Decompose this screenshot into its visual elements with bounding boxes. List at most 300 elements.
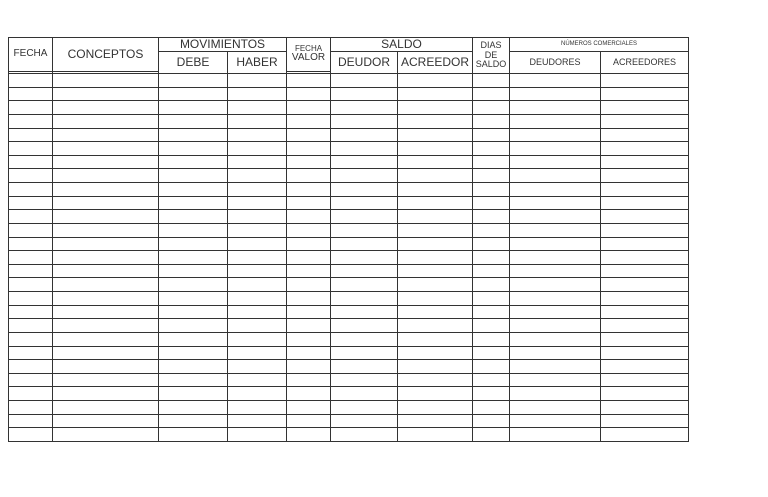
ledger-row xyxy=(9,428,689,442)
cell-conceptos[interactable] xyxy=(53,373,159,387)
cell-fecha-valor[interactable] xyxy=(287,332,331,346)
cell-debe[interactable] xyxy=(159,360,228,374)
cell-fecha[interactable] xyxy=(9,319,53,333)
cell-fecha-valor[interactable] xyxy=(287,155,331,169)
cell-deudores[interactable] xyxy=(510,87,601,101)
header-fecha-valor-line1: FECHA xyxy=(294,44,323,54)
cell-conceptos[interactable] xyxy=(53,155,159,169)
cell-dias-de-saldo[interactable] xyxy=(473,264,510,278)
cell-haber[interactable] xyxy=(228,223,287,237)
cell-deudores[interactable] xyxy=(510,360,601,374)
cell-debe[interactable] xyxy=(159,101,228,115)
cell-haber[interactable] xyxy=(228,373,287,387)
cell-debe[interactable] xyxy=(159,128,228,142)
cell-dias-de-saldo[interactable] xyxy=(473,101,510,115)
cell-conceptos[interactable] xyxy=(53,101,159,115)
cell-fecha-valor[interactable] xyxy=(287,237,331,251)
cell-deudor[interactable] xyxy=(331,142,398,156)
cell-conceptos[interactable] xyxy=(53,264,159,278)
cell-conceptos[interactable] xyxy=(53,251,159,265)
cell-dias-de-saldo[interactable] xyxy=(473,360,510,374)
cell-acreedor[interactable] xyxy=(398,237,473,251)
cell-debe[interactable] xyxy=(159,74,228,88)
cell-deudores[interactable] xyxy=(510,196,601,210)
cell-acreedores[interactable] xyxy=(601,360,689,374)
cell-dias-de-saldo[interactable] xyxy=(473,142,510,156)
cell-debe[interactable] xyxy=(159,155,228,169)
cell-acreedor[interactable] xyxy=(398,414,473,428)
cell-deudores[interactable] xyxy=(510,292,601,306)
cell-acreedores[interactable] xyxy=(601,292,689,306)
cell-acreedor[interactable] xyxy=(398,401,473,415)
cell-acreedores[interactable] xyxy=(601,414,689,428)
ledger-row xyxy=(9,387,689,401)
cell-deudor[interactable] xyxy=(331,183,398,197)
cell-conceptos[interactable] xyxy=(53,196,159,210)
cell-debe[interactable] xyxy=(159,278,228,292)
cell-fecha-valor[interactable] xyxy=(287,196,331,210)
cell-conceptos[interactable] xyxy=(53,142,159,156)
cell-fecha-valor[interactable] xyxy=(287,373,331,387)
header-dias-line2: DE xyxy=(484,49,498,60)
cell-acreedor[interactable] xyxy=(398,155,473,169)
cell-haber[interactable] xyxy=(228,155,287,169)
cell-fecha[interactable] xyxy=(9,305,53,319)
cell-dias-de-saldo[interactable] xyxy=(473,387,510,401)
cell-acreedor[interactable] xyxy=(398,128,473,142)
cell-acreedor[interactable] xyxy=(398,223,473,237)
cell-fecha-valor[interactable] xyxy=(287,414,331,428)
cell-conceptos[interactable] xyxy=(53,305,159,319)
ledger-row xyxy=(9,128,689,142)
cell-dias-de-saldo[interactable] xyxy=(473,428,510,442)
cell-fecha[interactable] xyxy=(9,196,53,210)
cell-haber[interactable] xyxy=(228,264,287,278)
cell-fecha[interactable] xyxy=(9,74,53,88)
cell-acreedores[interactable] xyxy=(601,319,689,333)
ledger-row xyxy=(9,278,689,292)
cell-deudor[interactable] xyxy=(331,319,398,333)
ledger-row xyxy=(9,360,689,374)
cell-haber[interactable] xyxy=(228,251,287,265)
cell-debe[interactable] xyxy=(159,346,228,360)
cell-conceptos[interactable] xyxy=(53,346,159,360)
cell-acreedor[interactable] xyxy=(398,87,473,101)
cell-fecha-valor[interactable] xyxy=(287,142,331,156)
cell-fecha[interactable] xyxy=(9,101,53,115)
cell-conceptos[interactable] xyxy=(53,128,159,142)
cell-conceptos[interactable] xyxy=(53,237,159,251)
cell-fecha[interactable] xyxy=(9,237,53,251)
cell-deudor[interactable] xyxy=(331,101,398,115)
cell-debe[interactable] xyxy=(159,428,228,442)
cell-haber[interactable] xyxy=(228,169,287,183)
cell-conceptos[interactable] xyxy=(53,169,159,183)
cell-dias-de-saldo[interactable] xyxy=(473,332,510,346)
cell-deudores[interactable] xyxy=(510,142,601,156)
cell-debe[interactable] xyxy=(159,401,228,415)
cell-acreedores[interactable] xyxy=(601,101,689,115)
cell-deudores[interactable] xyxy=(510,128,601,142)
cell-acreedor[interactable] xyxy=(398,74,473,88)
cell-deudor[interactable] xyxy=(331,387,398,401)
cell-debe[interactable] xyxy=(159,210,228,224)
cell-deudor[interactable] xyxy=(331,305,398,319)
cell-haber[interactable] xyxy=(228,319,287,333)
cell-deudores[interactable] xyxy=(510,74,601,88)
cell-deudores[interactable] xyxy=(510,114,601,128)
cell-deudores[interactable] xyxy=(510,319,601,333)
cell-dias-de-saldo[interactable] xyxy=(473,183,510,197)
cell-debe[interactable] xyxy=(159,114,228,128)
cell-acreedor[interactable] xyxy=(398,319,473,333)
cell-debe[interactable] xyxy=(159,414,228,428)
cell-dias-de-saldo[interactable] xyxy=(473,128,510,142)
cell-conceptos[interactable] xyxy=(53,387,159,401)
cell-dias-de-saldo[interactable] xyxy=(473,155,510,169)
header-deudor: DEUDOR xyxy=(331,52,398,74)
cell-fecha[interactable] xyxy=(9,210,53,224)
cell-debe[interactable] xyxy=(159,387,228,401)
cell-haber[interactable] xyxy=(228,387,287,401)
cell-acreedores[interactable] xyxy=(601,387,689,401)
cell-deudores[interactable] xyxy=(510,251,601,265)
cell-fecha-valor[interactable] xyxy=(287,387,331,401)
cell-dias-de-saldo[interactable] xyxy=(473,237,510,251)
cell-conceptos[interactable] xyxy=(53,332,159,346)
cell-fecha-valor[interactable] xyxy=(287,183,331,197)
cell-acreedores[interactable] xyxy=(601,155,689,169)
cell-acreedor[interactable] xyxy=(398,373,473,387)
cell-haber[interactable] xyxy=(228,101,287,115)
cell-deudores[interactable] xyxy=(510,183,601,197)
cell-dias-de-saldo[interactable] xyxy=(473,278,510,292)
cell-debe[interactable] xyxy=(159,237,228,251)
cell-deudor[interactable] xyxy=(331,251,398,265)
cell-dias-de-saldo[interactable] xyxy=(473,210,510,224)
cell-conceptos[interactable] xyxy=(53,183,159,197)
cell-fecha[interactable] xyxy=(9,292,53,306)
cell-dias-de-saldo[interactable] xyxy=(473,401,510,415)
cell-fecha-valor[interactable] xyxy=(287,101,331,115)
cell-deudor[interactable] xyxy=(331,346,398,360)
cell-debe[interactable] xyxy=(159,169,228,183)
cell-deudores[interactable] xyxy=(510,210,601,224)
cell-dias-de-saldo[interactable] xyxy=(473,223,510,237)
cell-fecha-valor[interactable] xyxy=(287,114,331,128)
cell-haber[interactable] xyxy=(228,128,287,142)
cell-acreedores[interactable] xyxy=(601,142,689,156)
cell-acreedores[interactable] xyxy=(601,251,689,265)
cell-acreedor[interactable] xyxy=(398,251,473,265)
header-fecha-valor xyxy=(287,38,331,72)
header-dias-de-saldo xyxy=(473,38,510,74)
cell-acreedores[interactable] xyxy=(601,373,689,387)
cell-acreedor[interactable] xyxy=(398,332,473,346)
cell-acreedor[interactable] xyxy=(398,278,473,292)
cell-deudor[interactable] xyxy=(331,278,398,292)
cell-acreedor[interactable] xyxy=(398,292,473,306)
cell-dias-de-saldo[interactable] xyxy=(473,114,510,128)
cell-deudor[interactable] xyxy=(331,128,398,142)
cell-deudor[interactable] xyxy=(331,332,398,346)
cell-deudor[interactable] xyxy=(331,169,398,183)
cell-acreedores[interactable] xyxy=(601,305,689,319)
cell-acreedor[interactable] xyxy=(398,360,473,374)
cell-acreedores[interactable] xyxy=(601,210,689,224)
cell-haber[interactable] xyxy=(228,142,287,156)
cell-fecha[interactable] xyxy=(9,169,53,183)
cell-fecha[interactable] xyxy=(9,373,53,387)
cell-acreedor[interactable] xyxy=(398,264,473,278)
cell-fecha[interactable] xyxy=(9,155,53,169)
cell-deudores[interactable] xyxy=(510,237,601,251)
cell-haber[interactable] xyxy=(228,414,287,428)
cell-fecha-valor[interactable] xyxy=(287,251,331,265)
cell-acreedor[interactable] xyxy=(398,305,473,319)
cell-conceptos[interactable] xyxy=(53,360,159,374)
cell-fecha[interactable] xyxy=(9,278,53,292)
cell-deudor[interactable] xyxy=(331,428,398,442)
header-debe: DEBE xyxy=(159,52,228,74)
cell-acreedor[interactable] xyxy=(398,346,473,360)
header-deudores: DEUDORES xyxy=(510,52,601,74)
cell-deudor[interactable] xyxy=(331,414,398,428)
cell-conceptos[interactable] xyxy=(53,319,159,333)
ledger-row xyxy=(9,292,689,306)
header-numeros-comerciales: NÚMEROS COMERCIALES xyxy=(510,38,689,52)
cell-debe[interactable] xyxy=(159,332,228,346)
cell-debe[interactable] xyxy=(159,87,228,101)
cell-fecha-valor[interactable] xyxy=(287,169,331,183)
cell-haber[interactable] xyxy=(228,278,287,292)
cell-fecha-valor[interactable] xyxy=(287,74,331,88)
cell-fecha-valor[interactable] xyxy=(287,128,331,142)
cell-fecha-valor[interactable] xyxy=(287,428,331,442)
cell-dias-de-saldo[interactable] xyxy=(473,319,510,333)
header-haber: HABER xyxy=(228,52,287,74)
cell-deudores[interactable] xyxy=(510,387,601,401)
cell-haber[interactable] xyxy=(228,428,287,442)
ledger-row xyxy=(9,373,689,387)
ledger-row xyxy=(9,264,689,278)
cell-debe[interactable] xyxy=(159,251,228,265)
cell-fecha[interactable] xyxy=(9,223,53,237)
cell-fecha[interactable] xyxy=(9,114,53,128)
ledger-row xyxy=(9,346,689,360)
cell-fecha[interactable] xyxy=(9,87,53,101)
ledger-row xyxy=(9,414,689,428)
cell-deudor[interactable] xyxy=(331,401,398,415)
cell-haber[interactable] xyxy=(228,87,287,101)
cell-haber[interactable] xyxy=(228,360,287,374)
cell-haber[interactable] xyxy=(228,292,287,306)
cell-deudor[interactable] xyxy=(331,223,398,237)
cell-fecha[interactable] xyxy=(9,387,53,401)
cell-haber[interactable] xyxy=(228,183,287,197)
cell-fecha-valor[interactable] xyxy=(287,223,331,237)
cell-fecha[interactable] xyxy=(9,401,53,415)
cell-acreedor[interactable] xyxy=(398,169,473,183)
ledger-row xyxy=(9,251,689,265)
cell-debe[interactable] xyxy=(159,196,228,210)
cell-conceptos[interactable] xyxy=(53,210,159,224)
cell-conceptos[interactable] xyxy=(53,74,159,88)
cell-acreedor[interactable] xyxy=(398,210,473,224)
cell-dias-de-saldo[interactable] xyxy=(473,74,510,88)
cell-acreedor[interactable] xyxy=(398,387,473,401)
cell-debe[interactable] xyxy=(159,183,228,197)
cell-acreedores[interactable] xyxy=(601,332,689,346)
cell-dias-de-saldo[interactable] xyxy=(473,373,510,387)
cell-deudores[interactable] xyxy=(510,169,601,183)
cell-debe[interactable] xyxy=(159,319,228,333)
cell-acreedores[interactable] xyxy=(601,401,689,415)
cell-deudor[interactable] xyxy=(331,292,398,306)
cell-fecha[interactable] xyxy=(9,428,53,442)
cell-fecha-valor[interactable] xyxy=(287,278,331,292)
cell-fecha[interactable] xyxy=(9,414,53,428)
cell-deudores[interactable] xyxy=(510,332,601,346)
cell-debe[interactable] xyxy=(159,223,228,237)
header-fecha-valor-line2: VALOR xyxy=(291,52,326,64)
cell-deudores[interactable] xyxy=(510,401,601,415)
cell-deudor[interactable] xyxy=(331,155,398,169)
cell-dias-de-saldo[interactable] xyxy=(473,292,510,306)
cell-deudor[interactable] xyxy=(331,237,398,251)
cell-acreedores[interactable] xyxy=(601,183,689,197)
cell-debe[interactable] xyxy=(159,142,228,156)
cell-fecha[interactable] xyxy=(9,142,53,156)
cell-conceptos[interactable] xyxy=(53,278,159,292)
cell-acreedores[interactable] xyxy=(601,237,689,251)
header-movimientos: MOVIMIENTOS xyxy=(159,38,287,52)
cell-dias-de-saldo[interactable] xyxy=(473,251,510,265)
cell-deudor[interactable] xyxy=(331,210,398,224)
cell-haber[interactable] xyxy=(228,114,287,128)
cell-fecha[interactable] xyxy=(9,346,53,360)
cell-deudores[interactable] xyxy=(510,414,601,428)
cell-acreedores[interactable] xyxy=(601,223,689,237)
ledger-row xyxy=(9,305,689,319)
cell-conceptos[interactable] xyxy=(53,292,159,306)
cell-haber[interactable] xyxy=(228,74,287,88)
cell-acreedores[interactable] xyxy=(601,114,689,128)
cell-debe[interactable] xyxy=(159,373,228,387)
ledger-row xyxy=(9,401,689,415)
header-acreedor: ACREEDOR xyxy=(398,52,473,74)
cell-conceptos[interactable] xyxy=(53,223,159,237)
cell-deudores[interactable] xyxy=(510,373,601,387)
cell-acreedor[interactable] xyxy=(398,428,473,442)
ledger-row xyxy=(9,319,689,333)
cell-debe[interactable] xyxy=(159,292,228,306)
cell-acreedor[interactable] xyxy=(398,114,473,128)
cell-deudor[interactable] xyxy=(331,114,398,128)
cell-acreedores[interactable] xyxy=(601,128,689,142)
cell-deudores[interactable] xyxy=(510,264,601,278)
cell-fecha-valor[interactable] xyxy=(287,210,331,224)
cell-dias-de-saldo[interactable] xyxy=(473,414,510,428)
cell-deudor[interactable] xyxy=(331,74,398,88)
cell-acreedores[interactable] xyxy=(601,278,689,292)
cell-acreedores[interactable] xyxy=(601,264,689,278)
cell-fecha[interactable] xyxy=(9,128,53,142)
cell-dias-de-saldo[interactable] xyxy=(473,196,510,210)
cell-deudor[interactable] xyxy=(331,87,398,101)
cell-fecha[interactable] xyxy=(9,251,53,265)
cell-acreedores[interactable] xyxy=(601,74,689,88)
cell-acreedor[interactable] xyxy=(398,142,473,156)
cell-fecha[interactable] xyxy=(9,183,53,197)
cell-fecha[interactable] xyxy=(9,332,53,346)
cell-haber[interactable] xyxy=(228,196,287,210)
cell-fecha-valor[interactable] xyxy=(287,264,331,278)
cell-fecha-valor[interactable] xyxy=(287,346,331,360)
cell-deudor[interactable] xyxy=(331,373,398,387)
ledger-row xyxy=(9,196,689,210)
cell-deudores[interactable] xyxy=(510,346,601,360)
cell-acreedor[interactable] xyxy=(398,183,473,197)
cell-fecha-valor[interactable] xyxy=(287,401,331,415)
cell-fecha-valor[interactable] xyxy=(287,292,331,306)
cell-deudor[interactable] xyxy=(331,360,398,374)
cell-deudores[interactable] xyxy=(510,223,601,237)
cell-deudores[interactable] xyxy=(510,155,601,169)
cell-haber[interactable] xyxy=(228,332,287,346)
cell-fecha-valor[interactable] xyxy=(287,87,331,101)
cell-fecha-valor[interactable] xyxy=(287,319,331,333)
cell-acreedor[interactable] xyxy=(398,196,473,210)
cell-acreedores[interactable] xyxy=(601,428,689,442)
cell-deudor[interactable] xyxy=(331,264,398,278)
cell-conceptos[interactable] xyxy=(53,428,159,442)
cell-conceptos[interactable] xyxy=(53,401,159,415)
cell-acreedor[interactable] xyxy=(398,101,473,115)
cell-conceptos[interactable] xyxy=(53,414,159,428)
cell-deudores[interactable] xyxy=(510,278,601,292)
cell-fecha-valor[interactable] xyxy=(287,360,331,374)
cell-haber[interactable] xyxy=(228,305,287,319)
cell-fecha-valor[interactable] xyxy=(287,305,331,319)
cell-conceptos[interactable] xyxy=(53,114,159,128)
cell-conceptos[interactable] xyxy=(53,87,159,101)
cell-haber[interactable] xyxy=(228,237,287,251)
cell-acreedores[interactable] xyxy=(601,169,689,183)
cell-acreedores[interactable] xyxy=(601,87,689,101)
cell-dias-de-saldo[interactable] xyxy=(473,169,510,183)
cell-acreedores[interactable] xyxy=(601,346,689,360)
cell-fecha[interactable] xyxy=(9,360,53,374)
cell-debe[interactable] xyxy=(159,264,228,278)
ledger-row xyxy=(9,87,689,101)
cell-deudores[interactable] xyxy=(510,428,601,442)
cell-haber[interactable] xyxy=(228,210,287,224)
cell-debe[interactable] xyxy=(159,305,228,319)
cell-acreedores[interactable] xyxy=(601,196,689,210)
cell-dias-de-saldo[interactable] xyxy=(473,305,510,319)
cell-fecha[interactable] xyxy=(9,264,53,278)
cell-haber[interactable] xyxy=(228,346,287,360)
cell-deudores[interactable] xyxy=(510,305,601,319)
cell-deudor[interactable] xyxy=(331,196,398,210)
cell-dias-de-saldo[interactable] xyxy=(473,87,510,101)
ledger-row xyxy=(9,237,689,251)
cell-deudores[interactable] xyxy=(510,101,601,115)
cell-haber[interactable] xyxy=(228,401,287,415)
cell-dias-de-saldo[interactable] xyxy=(473,346,510,360)
ledger-body xyxy=(9,74,689,442)
